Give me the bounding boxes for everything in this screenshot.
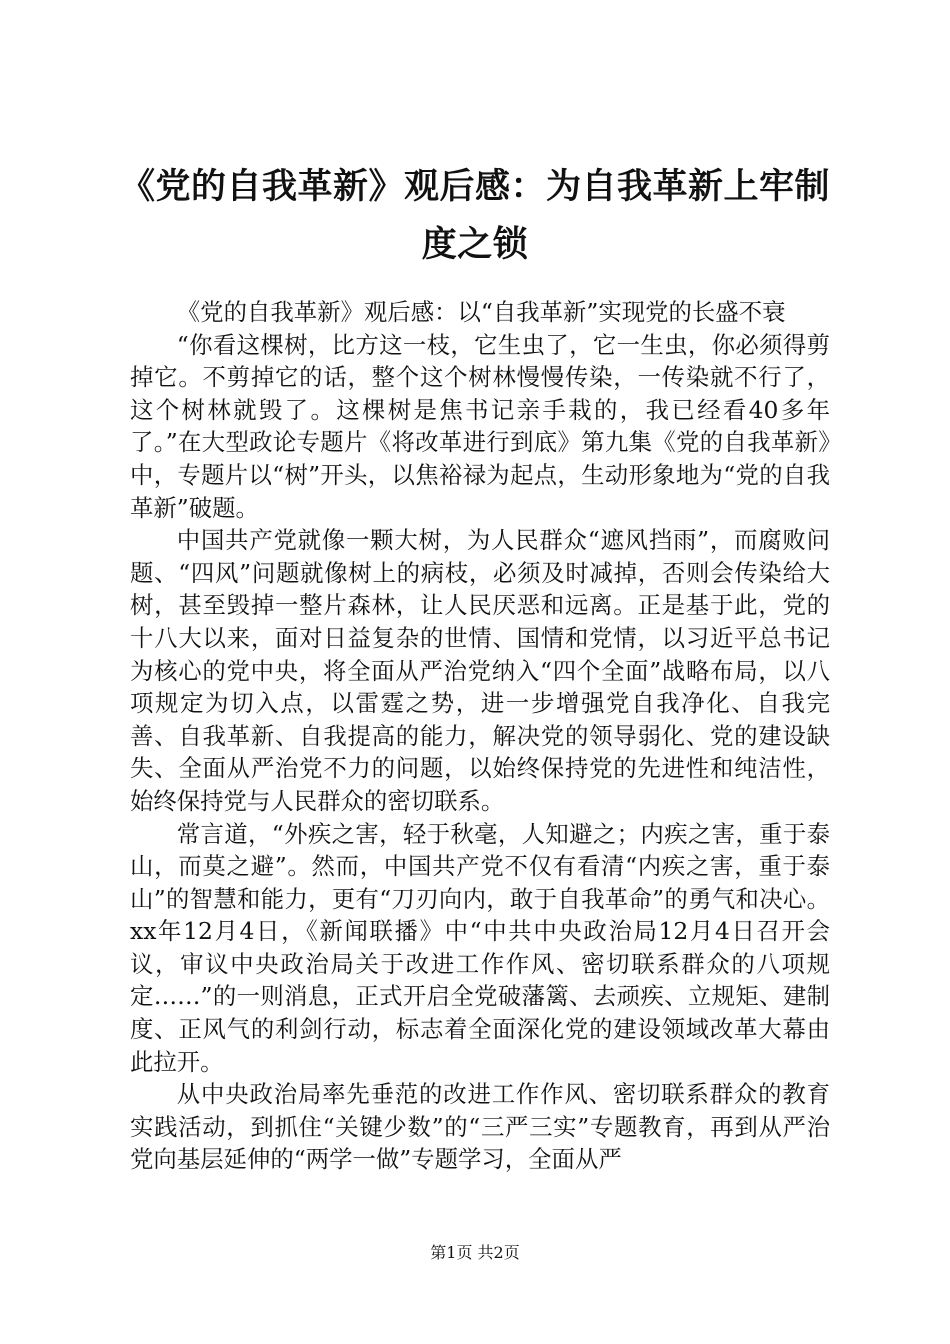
document-body — [130, 296, 830, 1176]
paragraph: “你看这棵树，比方这一枝，它生虫了，它一生虫，你必须得剪掉它。不剪掉它的话，整个这个树林慢慢传染，一传染就不行了，这个树林就毁了。这棵树是焦书记亲手栽的，我已经看40多年了。”在大型政论专题片《将改革进行到底》第九集《党的自我革新》中，专题片以“树”开头，以焦裕禄为起点，生动形象地为“党的自我革新”破题。 — [130, 330, 830, 522]
paragraph: 从中央政治局率先垂范的改进工作作风、密切联系群众的教育实践活动，到抓住“关键少数”的“三严三实”专题教育，再到从严治党向基层延伸的“两学一做”专题学习，全面从严 — [130, 1080, 830, 1174]
paragraph: 中国共产党就像一颗大树，为人民群众“遮风挡雨”，而腐败问题、“四风”问题就像树上的病枝，必须及时减掉，否则会传染给大树，甚至毁掉一整片森林，让人民厌恶和远离。正是基于此，党的十八大以来，面对日益复杂的世情、国情和党情，以习近平总书记为核心的党中央，将全面从严治党纳入“四个全面”战略布局，以八项规定为切入点，以雷霆之势，进一步增强党自我净化、自我完善、自我革新、自我提高的能力，解决党的领导弱化、党的建设缺失、全面从严治党不力的问题，以始终保持党的先进性和纯洁性，始终保持党与人民群众的密切联系。 — [130, 526, 830, 815]
paragraph: 常言道，“外疾之害，轻于秋毫，人知避之；内疾之害，重于泰山，而莫之避”。然而，中国共产党不仅有看清“内疾之害，重于泰山”的智慧和能力，更有“刀刃向内，敢于自我革命”的勇气和决心。xx年12月4日，《新闻联播》中“中共中央政治局12月4日召开会议，审议中央政治局关于改进工作作风、密切联系群众的八项规定……”的一则消息，正式开启全党破藩篱、去顽疾、立规矩、建制度、正风气的利剑行动，标志着全面深化党的建设领域改革大幕由此拉开。 — [130, 819, 830, 1076]
page-number-footer: 第1页 共2页 — [430, 1243, 520, 1262]
document-title: 《党的自我革新》观后感：为自我革新上牢制度之锁 — [120, 167, 831, 265]
paragraph: 《党的自我革新》观后感：以“自我革新”实现党的长盛不衰 — [176, 298, 786, 326]
